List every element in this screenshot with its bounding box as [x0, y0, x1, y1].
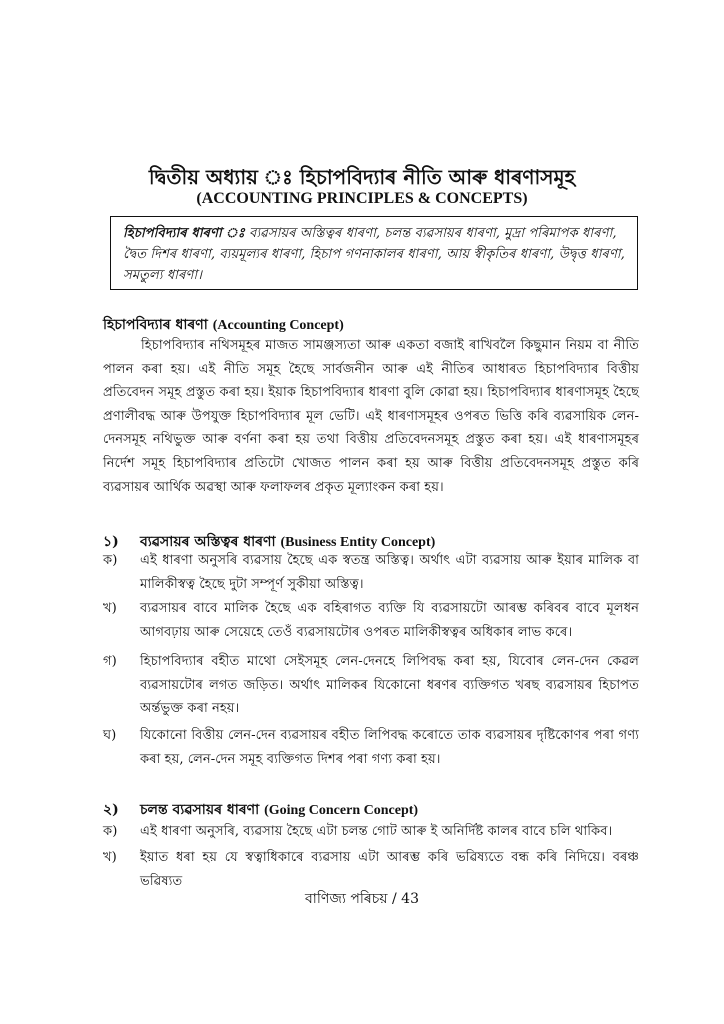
list-marker: খ) [103, 601, 117, 616]
list-marker: ঘ) [103, 728, 117, 743]
list-text: এই ধাৰণা অনুসৰি, ব্যৱসায় হৈছে এটা চলন্ত গোট আৰু ই অনিৰ্দিষ্ট কালৰ বাবে চলি থাকিব। [140, 824, 613, 839]
list-text: এই ধাৰণা অনুসৰি ব্যৱসায় হৈছে এক স্বতন্ত্ৰ অস্তিত্ব। অৰ্থাৎ এটা ব্যৱসায় আৰু ইয়াৰ মালিক বা মালিকীস্বত্ব হৈছে দুটা সম্পূৰ্ণ সুকীয়া অস্তিত্ব। [140, 553, 639, 592]
page-footer: বাণিজ্য পৰিচয় / 43 [305, 891, 419, 907]
concept-heading-en: (Going Concern Concept) [264, 803, 419, 818]
section-paragraph: হিচাপবিদ্যাৰ নথিসমূহৰ মাজত সামঞ্জস্যতা আৰু একতা বজাই ৰাখিবলৈ কিছুমান নিয়ম বা নীতি পালন কৰা হয়। এই নীতি সমূহ হৈছে সাৰ্বজনীন আৰু এই নীতিৰ আধাৰত হিচাপবিদ্যাৰ বিত্তীয় প্ৰতিবেদন সমূহ প্ৰস্তুত কৰা হয়। ইয়াক হিচাপবিদ্যাৰ ধাৰণা বুলি কোৱা হয়। হিচাপবিদ্যাৰ ধাৰণাসমূহ হৈছে প্ৰণালীবদ্ধ আৰু উপযুক্ত হিচাপবিদ্যাৰ মূল ভেটি। এই ধাৰণাসমূহৰ ওপৰত ভিত্তি কৰি ব্যৱসায়িক লেন-দেনসমূহ নথিভুক্ত আৰু বৰ্ণনা কৰা হয় তথা বিত্তীয় প্ৰতিবেদনসমূহ প্ৰস্তুত কৰা হয়। এই ধাৰণাসমূহৰ নিৰ্দেশ সমূহ হিচাপবিদ্যাৰ প্ৰতিটো খোজত পালন কৰা হয় আৰু বিত্তীয় প্ৰতিবেদনসমূহ প্ৰস্তুত কৰি ব্যৱসায়ৰ আৰ্থিক অৱস্থা আৰু ফলাফলৰ প্ৰকৃত মূল্যাংকন কৰা হয়। [103, 338, 639, 495]
list-item [103, 724, 639, 771]
list-text: ইয়াত ধৰা হয় যে স্বত্বাধিকাৰে ব্যৱসায় এটা আৰম্ভ কৰি ভৱিষ্যতে বন্ধ কৰি নিদিয়ে। বৰঞ্চ ভৱিষ্যত [140, 850, 639, 889]
section-heading-en: (Accounting Concept) [212, 318, 344, 333]
concept-heading-en: (Business Entity Concept) [280, 535, 436, 550]
concept-number: ১) [103, 534, 119, 550]
section-heading-bn: হিচাপবিদ্যাৰ ধাৰণা [103, 317, 213, 333]
list-marker: গ) [103, 654, 117, 669]
keywords-box [110, 216, 638, 290]
concept-number: ২) [103, 802, 119, 818]
list-text: ব্যৱসায়ৰ বাবে মালিক হৈছে এক বহিৰাগত ব্যক্তি যি ব্যৱসায়টো আৰম্ভ কৰিবৰ বাবে মূলধন আগবঢ়ায় আৰু সেয়েহে তেওঁ ব্যৱসায়টোৰ ওপৰত মালিকীস্বত্বৰ অধিকাৰ লাভ কৰে। [140, 601, 639, 640]
list-text: হিচাপবিদ্যাৰ বহীত মাথো সেইসমূহ লেন-দেনহে লিপিবদ্ধ কৰা হয়, যিবোৰ লেন-দেন কেৱল ব্যৱসায়টোৰ লগত জড়িত। অৰ্থাৎ মালিকৰ যিকোনো ধৰণৰ ব্যক্তিগত খৰছ ব্যৱসায়ৰ হিচাপত অৰ্ন্তভুক্ত কৰা নহয়। [140, 654, 639, 717]
list-item [103, 820, 639, 844]
list-item [103, 549, 639, 596]
list-text: যিকোনো বিত্তীয় লেন-দেন ব্যৱসায়ৰ বহীত লিপিবদ্ধ কৰোতে তাক ব্যৱসায়ৰ দৃষ্টিকোণৰ পৰা গণ্য কৰা হয়, লেন-দেন সমূহ ব্যক্তিগত দিশৰ পৰা গণ্য কৰা হয়। [140, 728, 639, 767]
concept-heading-2 [103, 798, 418, 822]
list-item [103, 650, 639, 721]
list-item [103, 597, 639, 644]
keywords-text: ব্যৱসায়ৰ অস্তিত্বৰ ধাৰণা, চলন্ত ব্যৱসায়ৰ ধাৰণা, মুদ্ৰা পৰিমাপক ধাৰণা, দ্বৈত দিশৰ ধাৰণা, ব্যয়মূল্যৰ ধাৰণা, হিচাপ গণনাকালৰ ধাৰণা, আয় স্বীকৃতিৰ ধাৰণা, উদ্বৃত্ত ধাৰণা, সমতুল্য ধাৰণা। [123, 226, 625, 283]
keywords-label: হিচাপবিদ্যাৰ ধাৰণা ঃ [123, 226, 245, 241]
list-marker: খ) [103, 850, 117, 865]
chapter-title: দ্বিতীয় অধ্যায় ঃ হিচাপবিদ্যাৰ নীতি আৰু ধাৰণাসমূহ [148, 165, 576, 189]
list-marker: ক) [103, 553, 118, 568]
concept-heading-bn: ব্যৱসায়ৰ অস্তিত্বৰ ধাৰণা [140, 534, 281, 550]
chapter-title-english: (ACCOUNTING PRINCIPLES & CONCEPTS) [196, 190, 528, 207]
concept-heading-bn: চলন্ত ব্যৱসায়ৰ ধাৰণা [140, 802, 265, 818]
list-marker: ক) [103, 824, 118, 839]
